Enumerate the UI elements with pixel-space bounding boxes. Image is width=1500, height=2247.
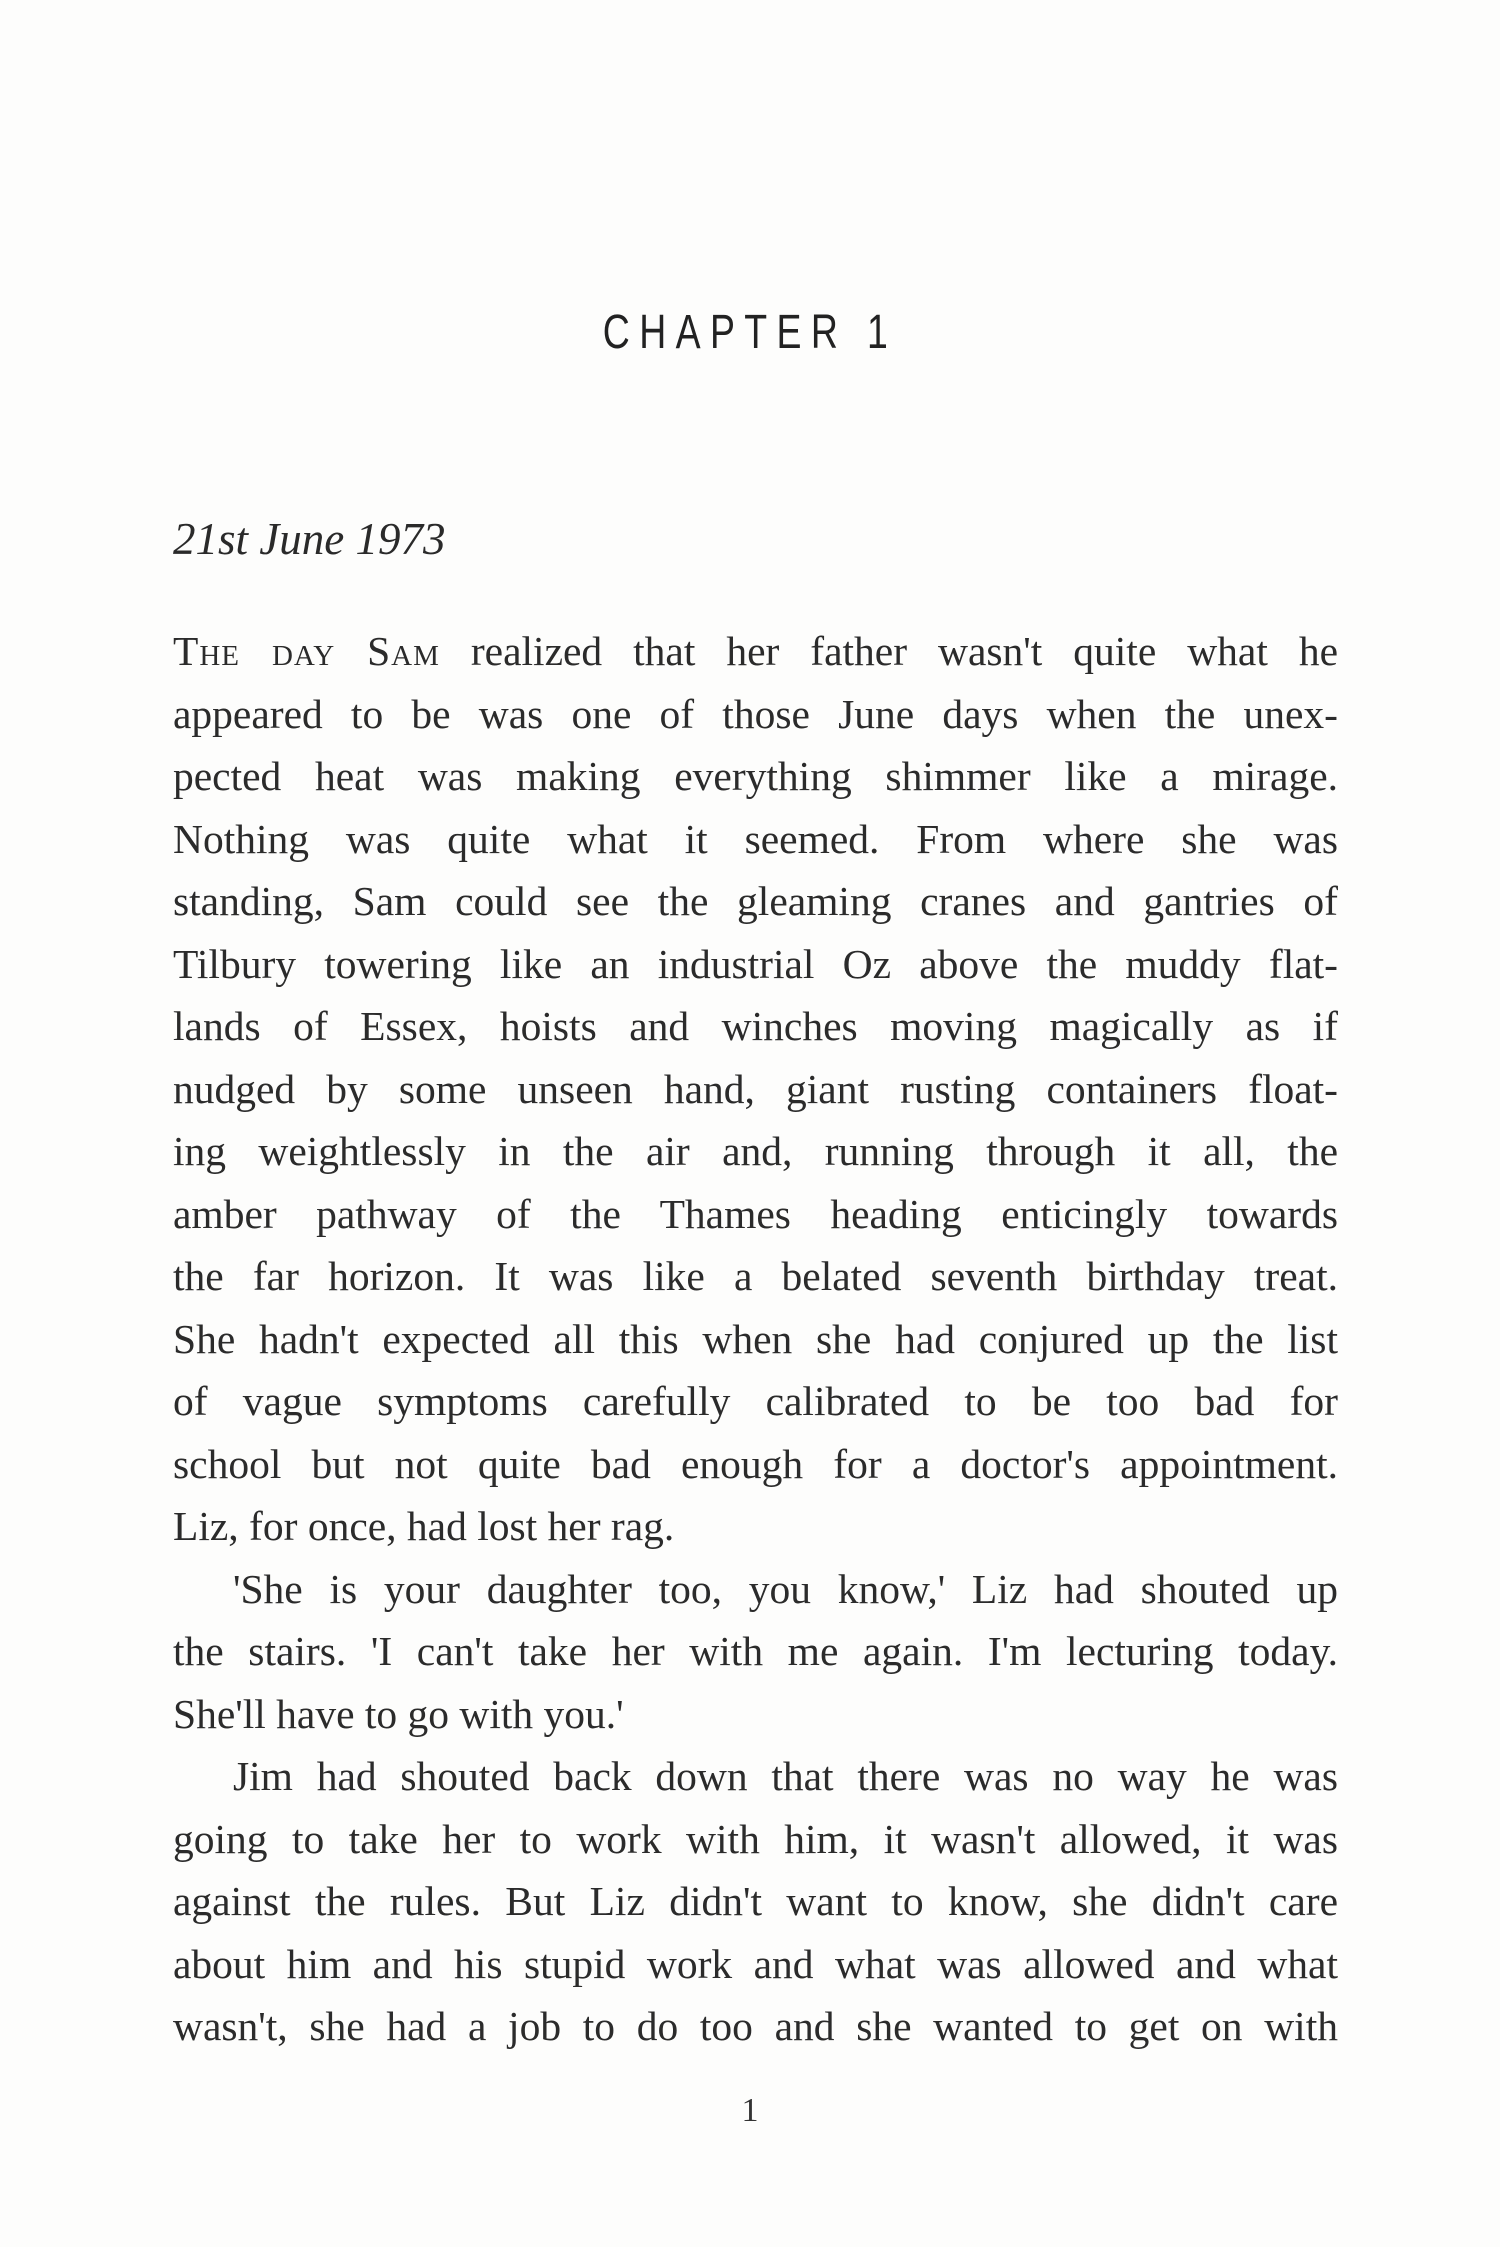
text-line: standing, Sam could see the gleaming cranes and gantries of [173, 878, 1338, 924]
text-line: the far horizon. It was like a belated seventh birthday treat. [173, 1253, 1338, 1299]
paragraph-3 [173, 1745, 1338, 2058]
chapter-heading: CHAPTER 1 [602, 306, 898, 359]
paragraph-2 [173, 1558, 1338, 1746]
paragraph-1 [173, 620, 1338, 1558]
page-number: 1 [741, 2092, 759, 2129]
text-line: Jim had shouted back down that there was no way he was [233, 1753, 1338, 1799]
text-line: She hadn't expected all this when she had conjured up the list [173, 1315, 1338, 1362]
text-line: lands of Essex, hoists and winches moving magically as if [173, 1003, 1338, 1049]
text-line: 'She is your daughter too, you know,' Liz had shouted up [233, 1565, 1338, 1612]
body-text [173, 620, 1338, 2058]
text-line: wasn't, she had a job to do too and she wanted to get on with [173, 2003, 1338, 2049]
text-line: Nothing was quite what it seemed. From where she was [173, 815, 1338, 862]
text-line: about him and his stupid work and what was allowed and what [173, 1940, 1338, 1987]
text-line: going to take her to work with him, it wasn't allowed, it was [173, 1815, 1338, 1862]
text-line: amber pathway of the Thames heading enticingly towards [173, 1190, 1338, 1237]
text-line: The day Sam realized that her father wasn't quite what he [173, 628, 1338, 674]
text-line: Liz, for once, had lost her rag. [173, 1503, 675, 1549]
text-line: nudged by some unseen hand, giant rusting containers float- [173, 1065, 1338, 1112]
text-line: the stairs. 'I can't take her with me again. I'm lecturing today. [173, 1628, 1338, 1674]
text-line: of vague symptoms carefully calibrated to be too bad for [173, 1378, 1338, 1424]
text-line: She'll have to go with you.' [173, 1690, 624, 1737]
text-line: appeared to be was one of those June days when the unex- [173, 690, 1338, 737]
chapter-date: 21st June 1973 [173, 514, 446, 564]
text-line: Tilbury towering like an industrial Oz above the muddy flat- [173, 940, 1338, 987]
text-line: pected heat was making everything shimmer like a mirage. [173, 753, 1338, 799]
text-line: against the rules. But Liz didn't want to know, she didn't care [173, 1878, 1338, 1924]
text-line: ing weightlessly in the air and, running through it all, the [173, 1128, 1338, 1174]
opening-smallcaps: The day Sam [173, 628, 440, 674]
text-line: school but not quite bad enough for a doctor's appointment. [173, 1440, 1338, 1487]
